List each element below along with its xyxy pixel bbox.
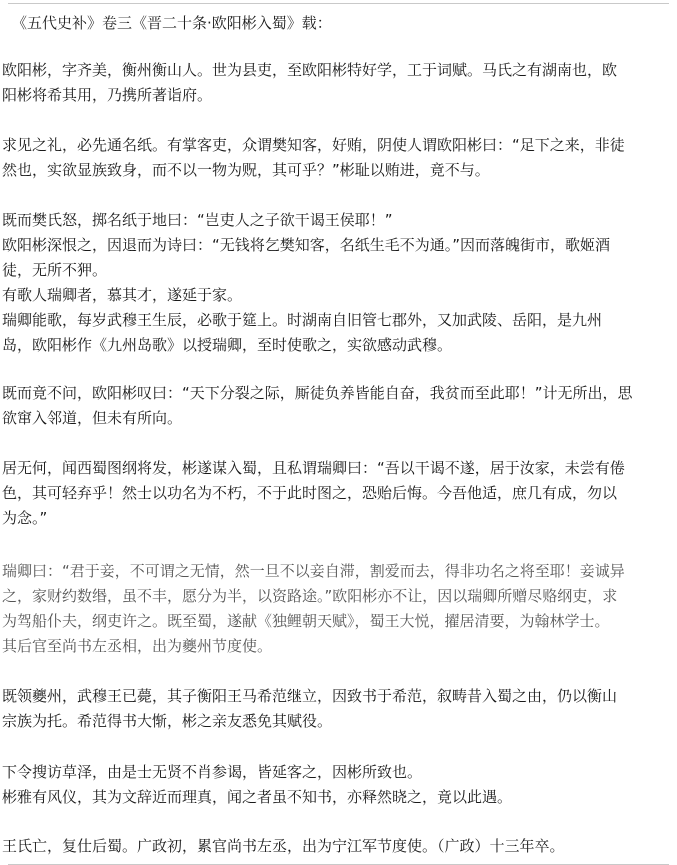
- paragraph-line: 欧阳彬深恨之，因退而为诗曰：“无钱将乞樊知客，名纸生毛不为通。”因而落魄街市，歌姬酒: [2, 236, 611, 254]
- paragraph-line: 宗族为托。希范得书大惭，彬之亲友悉免其赋役。: [2, 712, 333, 730]
- source-citation-heading: 《五代史补》卷三《晋二十条·欧阳彬入蜀》载：: [12, 14, 332, 32]
- paragraph-line: 欲窜入邻道，但未有所向。: [2, 409, 183, 427]
- paragraph-line: 瑞卿能歌，每岁武穆王生辰，必歌于筵上。时湖南自旧管七郡外，又加武陵、岳阳，是九州: [2, 311, 603, 329]
- paragraph-line: 求见之礼，必先通名纸。有掌客吏，众谓樊知客，好贿，阴使人谓欧阳彬曰：“足下之来，非徒: [2, 136, 625, 154]
- paragraph-line: 瑞卿曰：“君于妾，不可谓之无情，然一旦不以妾自滞，割爱而去，得非功名之将至耶！妾诚异: [2, 562, 625, 580]
- paragraph-7: [2, 684, 670, 734]
- paragraph-line: 有歌人瑞卿者，慕其才，遂延于家。: [2, 286, 243, 304]
- paragraph-9: [2, 834, 670, 859]
- paragraph-4: [2, 381, 670, 431]
- top-divider: [8, 3, 669, 4]
- paragraph-line: 阳彬将希其用，乃携所著诣府。: [2, 86, 213, 104]
- paragraph-line: 然也，实欲显族致身，而不以一物为贶，其可乎？”彬耻以贿进，竟不与。: [2, 161, 490, 179]
- paragraph-1: [2, 58, 670, 108]
- paragraph-8: [2, 760, 670, 810]
- paragraph-line: 既而樊氏怒，掷名纸于地曰：“岂吏人之子欲干谒王侯耶！”: [2, 211, 393, 229]
- paragraph-line: 其后官至尚书左丞相，出为夔州节度使。: [2, 637, 273, 655]
- paragraph-line: 徒，无所不狎。: [2, 261, 108, 279]
- paragraph-line: 王氏亡，复仕后蜀。广政初，累官尚书左丞，出为宁江军节度使。（广政）十三年卒。: [2, 837, 565, 855]
- paragraph-line: 既而竟不问，欧阳彬叹曰：“天下分裂之际，厮徒负养皆能自奋，我贫而至此耶！”计无所出，思: [2, 384, 633, 402]
- paragraph-6: [2, 559, 670, 659]
- paragraph-line: 为驾船仆夫，纲吏许之。既至蜀，遂献《独鲤朝天赋》，蜀王大悦，擢居清要，为翰林学士。: [2, 612, 610, 630]
- paragraph-line: 为念。”: [2, 509, 48, 527]
- paragraph-5: [2, 456, 670, 531]
- paragraph-line: 之，家财约数缗，虽不丰，愿分为半，以资路途。”欧阳彬亦不让，因以瑞卿所赠尽赂纲吏，求: [2, 587, 618, 605]
- paragraph-line: 下令搜访草泽，由是士无贤不肖参谒，皆延客之，因彬所致也。: [2, 763, 423, 781]
- paragraph-3: [2, 208, 670, 358]
- paragraph-line: 居无何，闻西蜀图纲将发，彬遂谋入蜀，且私谓瑞卿曰：“吾以干谒不遂，居于汝家，未尝有倦: [2, 459, 625, 477]
- paragraph-line: 既领夔州，武穆王已薨，其子衡阳王马希范继立，因致书于希范，叙畴昔入蜀之由，仍以衡山: [2, 687, 618, 705]
- paragraph-line: 岛，欧阳彬作《九州岛歌》以授瑞卿，至时使歌之，实欲感动武穆。: [2, 336, 453, 354]
- paragraph-line: 色，其可轻弃乎！然士以功名为不朽，不于此时图之，恐贻后悔。今吾他适，庶几有成，勿以: [2, 484, 618, 502]
- paragraph-line: 彬雅有风仪，其为文辞近而理真，闻之者虽不知书，亦释然晓之，竟以此遇。: [2, 788, 513, 806]
- paragraph-2: [2, 133, 670, 183]
- paragraph-line: 欧阳彬，字齐美，衡州衡山人。世为县吏，至欧阳彬特好学，工于词赋。马氏之有湖南也，欧: [2, 61, 618, 79]
